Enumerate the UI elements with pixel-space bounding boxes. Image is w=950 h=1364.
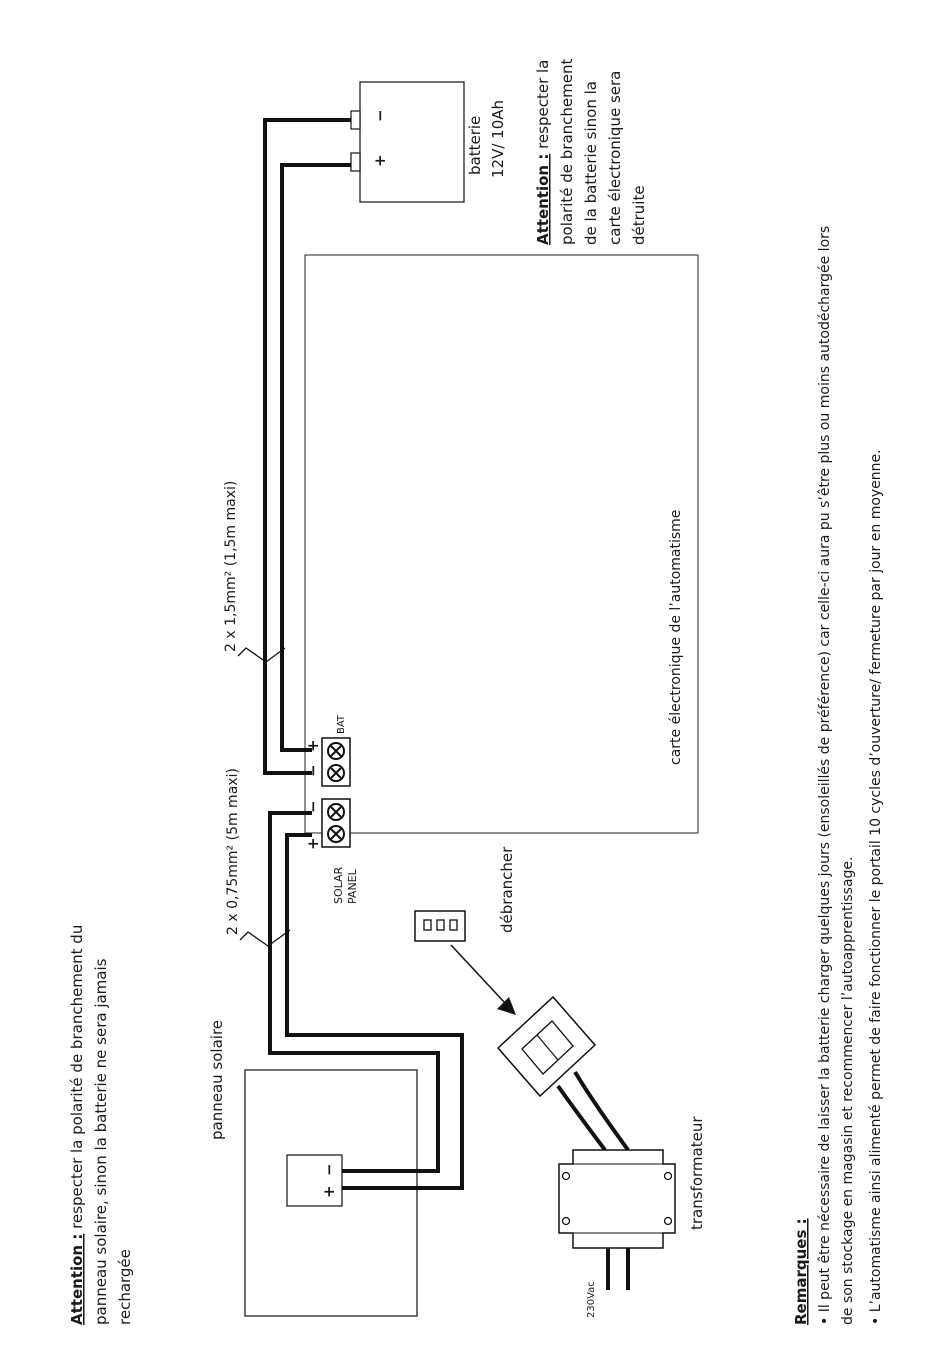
- solar-panel-minus-sign: −: [320, 1163, 338, 1176]
- transformer: [559, 1116, 706, 1318]
- transformer-mount-hole-icon: [665, 1218, 672, 1225]
- solar-terminal-label-2: PANEL: [346, 869, 359, 904]
- remarks-bullet1-line1: • Il peut être nécessaire de laisser la batterie charger quelques jours (ensoleillés de préférence) car celle-ci aura pu s’être plus ou moins autodéchargée lors: [817, 225, 833, 1325]
- solar-panel: [208, 1020, 417, 1316]
- solar-terminal-label-1: SOLAR: [332, 866, 345, 904]
- transformer-mount-hole-icon: [563, 1218, 570, 1225]
- battery-label: batterie: [466, 115, 484, 175]
- solar-cable-callout: [240, 930, 290, 946]
- attention-battery-line5: détruite: [630, 185, 648, 245]
- unplug-arrow-head-icon: [497, 997, 516, 1015]
- transformer-mount-hole-icon: [563, 1173, 570, 1180]
- remarks-bullet1-line2: de son stockage en magasin et recommencer l’autoapprentissage.: [840, 856, 856, 1325]
- attention-solar-line2: panneau solaire, sinon la batterie ne sera jamais: [92, 958, 110, 1325]
- attention-solar-line1: Attention : respecter la polarité de branchement du: [68, 924, 86, 1325]
- battery-cable-label: 2 x 1,5mm² (1,5m maxi): [223, 480, 239, 652]
- attention-solar-line3: rechargée: [116, 1249, 134, 1325]
- solar-minus-sign: −: [304, 800, 322, 813]
- battery: [351, 82, 507, 202]
- transformer-input-label: 230Vac: [586, 1281, 597, 1318]
- battery-plus-post: [351, 153, 360, 171]
- battery-plus-sign: +: [371, 154, 389, 167]
- transformer-label: transformateur: [688, 1116, 706, 1230]
- attention-battery-line2: polarité de branchement: [558, 58, 576, 245]
- bat-minus-sign: −: [304, 764, 322, 777]
- attention-battery-note: [534, 58, 648, 245]
- battery-body: [360, 82, 464, 202]
- battery-minus-post: [351, 111, 360, 129]
- attention-battery-line3: de la batterie sinon la: [582, 81, 600, 245]
- solar-cable-label: 2 x 0,75mm² (5m maxi): [225, 768, 241, 935]
- battery-cable-callout: [238, 648, 285, 662]
- attention-battery-line1: Attention : respecter la: [534, 59, 552, 245]
- connector: [415, 846, 516, 941]
- battery-minus-sign: −: [371, 109, 389, 122]
- solar-panel-plus-sign: +: [320, 1185, 338, 1198]
- attention-battery-line4: carte électronique sera: [606, 70, 624, 245]
- remarks: [792, 226, 884, 1325]
- unplug-arrow: [451, 945, 505, 1003]
- board-label: carte électronique de l’automatisme: [668, 509, 684, 765]
- solar-cable: [270, 813, 462, 1188]
- attention-solar-note: [68, 925, 134, 1325]
- bat-terminal-block: [304, 714, 350, 786]
- bat-plus-sign: +: [304, 739, 322, 752]
- transformer-mount-hole-icon: [665, 1173, 672, 1180]
- battery-cable: [265, 120, 351, 773]
- bat-terminal-label: BAT: [336, 714, 347, 734]
- remarks-heading: Remarques :: [792, 1218, 810, 1325]
- solar-panel-label: panneau solaire: [208, 1019, 226, 1140]
- electronic-board: [305, 255, 698, 833]
- battery-spec: 12V/ 10Ah: [489, 99, 507, 178]
- solar-terminal-block: [304, 799, 359, 904]
- remarks-bullet2: • L’automatisme ainsi alimenté permet de faire fonctionner le portail 10 cycles d’ouverture/ fermeture par jour en moyenne.: [868, 449, 884, 1325]
- solar-plus-sign: +: [304, 837, 322, 850]
- connector-label: débrancher: [498, 846, 516, 933]
